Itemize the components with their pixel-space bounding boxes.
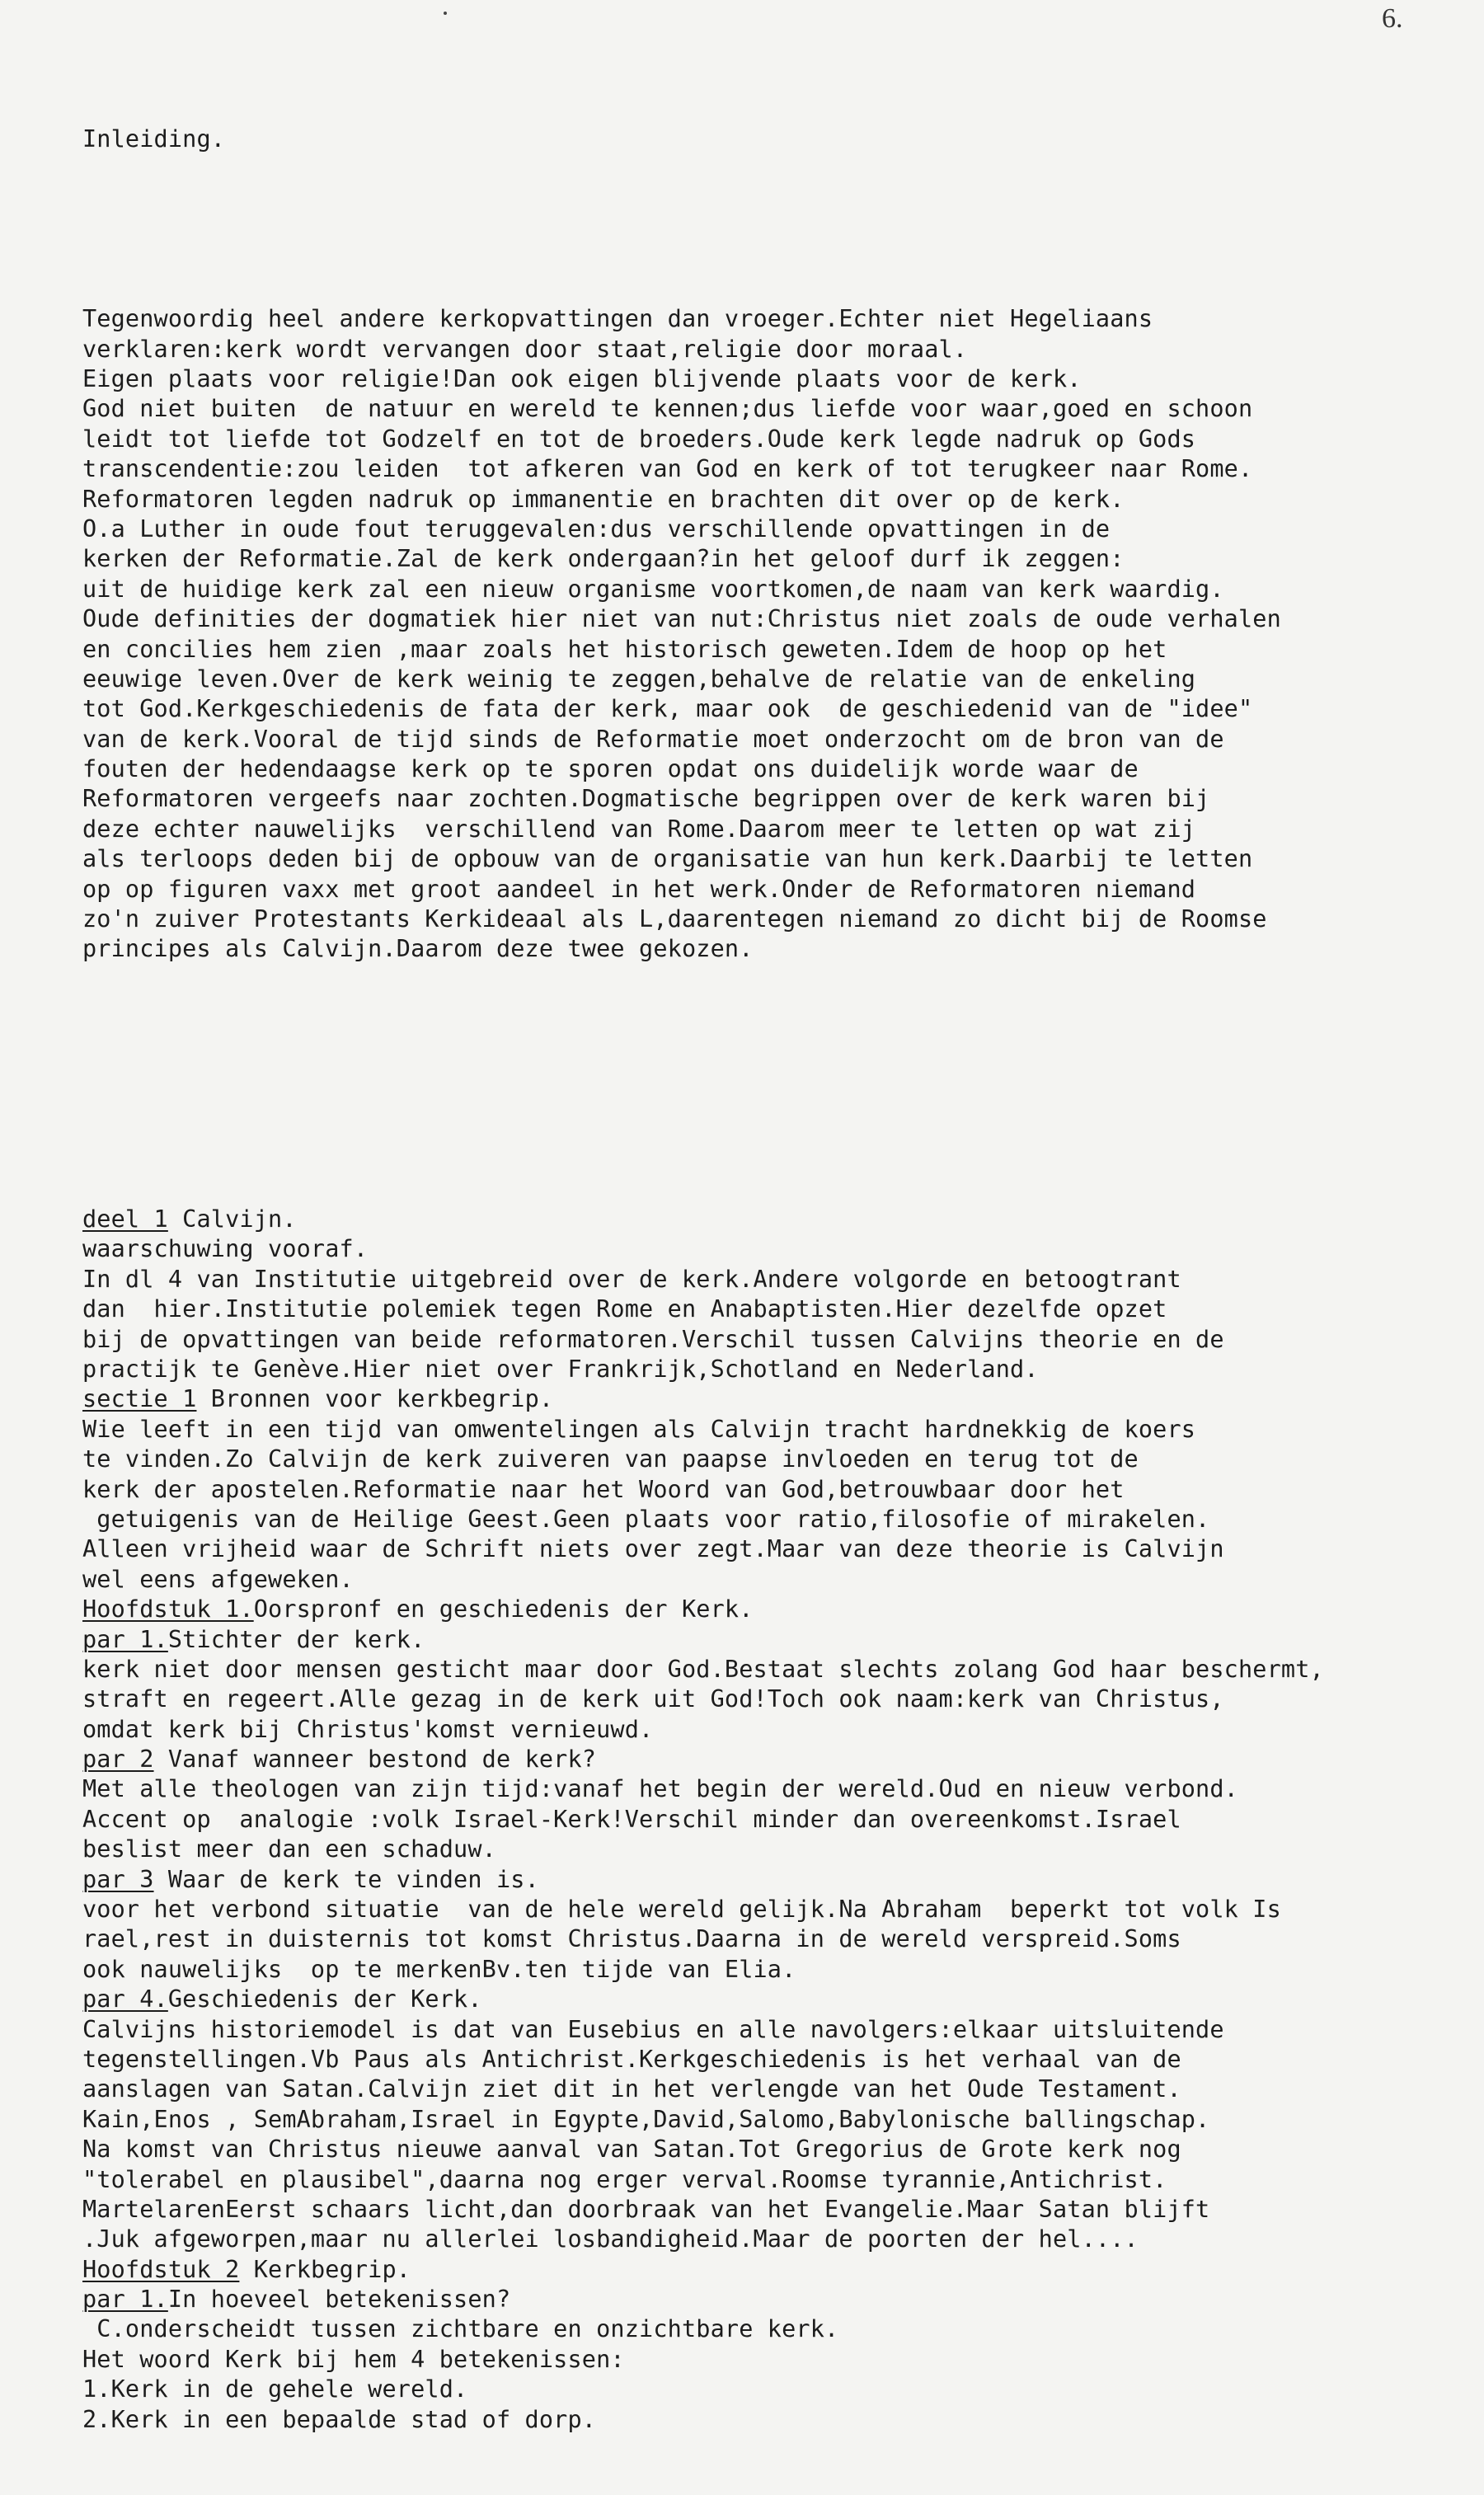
blank-line: [82, 214, 1324, 244]
text-line: [82, 1445, 1324, 1474]
text-line: [82, 2314, 1324, 2344]
section-title: Inleiding.: [82, 125, 226, 153]
line-text: Calvijn.: [167, 1205, 297, 1233]
line-text: Alleen vrijheid waar de Schrift niets over zegt.Maar van deze theorie is Calvijn: [82, 1535, 1224, 1563]
line-text: Kerkbegrip.: [239, 2255, 411, 2283]
text-line: [82, 2045, 1324, 2074]
text-line: [82, 1595, 1324, 1624]
blank-line: [82, 1025, 1324, 1055]
underlined-heading: Hoofdstuk 1.: [82, 1595, 254, 1623]
text-line: [82, 1325, 1324, 1355]
text-line: [82, 1234, 1324, 1264]
text-line: deze echter nauwelijks verschillend van Rome.Daarom meer te letten op wat zij: [82, 815, 1196, 843]
text-line: zo'n zuiver Protestants Kerkideaal als L,daarentegen niemand zo dicht bij de Roomse: [82, 905, 1267, 933]
line-text: wel eens afgeweken.: [82, 1565, 354, 1593]
underlined-heading: par 4.: [82, 1985, 168, 2013]
text-line: leidt tot liefde tot Godzelf en tot de broeders.Oude kerk legde nadruk op Gods: [82, 425, 1196, 453]
line-text: rael,rest in duisternis tot komst Christus.Daarna in de wereld verspreid.Soms: [82, 1925, 1181, 1953]
underlined-heading: par 3: [82, 1865, 154, 1893]
text-line: tot God.Kerkgeschiedenis de fata der kerk, maar ook de geschiedenid van de "idee": [82, 695, 1253, 723]
text-line: principes als Calvijn.Daarom deze twee gekozen.: [82, 935, 754, 963]
text-line: transcendentie:zou leiden tot afkeren van God en kerk of tot terugkeer naar Rome.: [82, 455, 1253, 483]
underlined-heading: Hoofdstuk 2: [82, 2255, 240, 2283]
line-text: tegenstellingen.Vb Paus als Antichrist.Kerkgeschiedenis is het verhaal van de: [82, 2045, 1181, 2073]
text-line: uit de huidige kerk zal een nieuw organisme voortkomen,de naam van kerk waardig.: [82, 575, 1224, 603]
text-line: [82, 2285, 1324, 2314]
text-line: [82, 1655, 1324, 1684]
text-line: kerken der Reformatie.Zal de kerk ondergaan?in het geloof durf ik zeggen:: [82, 545, 1125, 573]
line-text: 2.Kerk in een bepaalde stad of dorp.: [82, 2405, 597, 2433]
line-text: Kain,Enos , SemAbraham,Israel in Egypte,David,Salomo,Babylonische ballingschap.: [82, 2105, 1210, 2133]
text-line: Oude definities der dogmatiek hier niet van nut:Christus niet zoals de oude verhalen: [82, 605, 1281, 633]
underlined-heading: sectie 1: [82, 1385, 197, 1413]
body-text: [82, 1205, 1324, 2435]
text-line: eeuwige leven.Over de kerk weinig te zeggen,behalve de relatie van de enkeling: [82, 665, 1196, 693]
text-line: [82, 2225, 1324, 2254]
text-line: [82, 2405, 1324, 2435]
text-line: [82, 1684, 1324, 1714]
intro-paragraph: [82, 304, 1324, 965]
text-line: [82, 1415, 1324, 1445]
underlined-heading: par 1.: [82, 2286, 168, 2314]
text-line: verklaren:kerk wordt vervangen door staat,religie door moraal.: [82, 335, 968, 363]
text-line: [82, 1355, 1324, 1384]
line-text: voor het verbond situatie van de hele wereld gelijk.Na Abraham beperkt tot volk Is: [82, 1896, 1281, 1924]
line-text: Oorspronf en geschiedenis der Kerk.: [253, 1595, 754, 1623]
text-line: [82, 1985, 1324, 2014]
text-line: [82, 2015, 1324, 2045]
line-text: bij de opvattingen van beide reformatoren.Verschil tussen Calvijns theorie en de: [82, 1325, 1224, 1353]
line-text: Bronnen voor kerkbegrip.: [196, 1385, 554, 1413]
text-line: [82, 2345, 1324, 2375]
line-text: "tolerabel en plausibel",daarna nog erger verval.Roomse tyrannie,Antichrist.: [82, 2165, 1167, 2193]
text-line: [82, 2255, 1324, 2285]
text-line: [82, 1924, 1324, 1954]
text-line: fouten der hedendaagse kerk op te sporen opdat ons duidelijk worde waar de: [82, 755, 1139, 783]
text-line: [82, 1745, 1324, 1774]
text-line: [82, 2135, 1324, 2164]
line-text: Calvijns historiemodel is dat van Eusebius en alle navolgers:elkaar uitsluitende: [82, 2015, 1224, 2043]
line-text: In hoeveel betekenissen?: [167, 2286, 511, 2314]
line-text: Waar de kerk te vinden is.: [153, 1865, 539, 1893]
text-line: [82, 1625, 1324, 1655]
line-text: Stichter der kerk.: [167, 1625, 425, 1653]
line-text: Het woord Kerk bij hem 4 betekenissen:: [82, 2345, 625, 2373]
text-line: Reformatoren legden nadruk op immanentie en brachten dit over op de kerk.: [82, 485, 1125, 513]
text-line: Tegenwoordig heel andere kerkopvattingen dan vroeger.Echter niet Hegeliaans: [82, 305, 1153, 333]
text-line: [82, 2105, 1324, 2135]
text-line: [82, 1895, 1324, 1924]
text-line: [82, 1715, 1324, 1745]
text-line: [82, 1265, 1324, 1294]
line-text: Wie leeft in een tijd van omwentelingen als Calvijn tracht hardnekkig de koers: [82, 1415, 1196, 1443]
underlined-heading: par 2: [82, 1746, 154, 1774]
text-line: [82, 1835, 1324, 1864]
text-line: op op figuren vaxx met groot aandeel in het werk.Onder de Reformatoren niemand: [82, 875, 1196, 903]
blank-line: [82, 1115, 1324, 1144]
text-line: [82, 1534, 1324, 1564]
text-line: van de kerk.Vooral de tijd sinds de Reformatie moet onderzocht om de bron van de: [82, 725, 1224, 753]
text-line: O.a Luther in oude fout teruggevalen:dus verschillende opvattingen in de: [82, 515, 1111, 543]
line-text: 1.Kerk in de gehele wereld.: [82, 2375, 468, 2403]
line-text: Vanaf wanneer bestond de kerk?: [153, 1746, 597, 1774]
line-text: waarschuwing vooraf.: [82, 1235, 369, 1263]
text-line: [82, 2375, 1324, 2404]
text-line: als terloops deden bij de opbouw van de organisatie van hun kerk.Daarbij te letten: [82, 845, 1253, 873]
line-text: kerk niet door mensen gesticht maar door God.Bestaat slechts zolang God haar beschermt,: [82, 1655, 1324, 1683]
line-text: Na komst van Christus nieuwe aanval van Satan.Tot Gregorius de Grote kerk nog: [82, 2136, 1181, 2164]
line-text: .Juk afgeworpen,maar nu allerlei losbandigheid.Maar de poorten der hel....: [82, 2225, 1139, 2253]
text-line: [82, 1865, 1324, 1895]
line-text: Met alle theologen van zijn tijd:vanaf het begin der wereld.Oud en nieuw verbond.: [82, 1775, 1238, 1803]
line-text: aanslagen van Satan.Calvijn ziet dit in het verlengde van het Oude Testament.: [82, 2075, 1181, 2103]
line-text: Geschiedenis der Kerk.: [167, 1985, 482, 2013]
text-line: en concilies hem zien ,maar zoals het historisch geweten.Idem de hoop op het: [82, 635, 1167, 663]
text-line: [82, 1384, 1324, 1414]
page-number: 6.: [1382, 3, 1403, 34]
line-text: C.onderscheidt tussen zichtbare en onzichtbare kerk.: [82, 2315, 839, 2343]
underlined-heading: par 1.: [82, 1625, 168, 1653]
line-text: practijk te Genève.Hier niet over Frankrijk,Schotland en Nederland.: [82, 1355, 1039, 1383]
text-line: [82, 1955, 1324, 1985]
text-line: [82, 1475, 1324, 1505]
text-line: Eigen plaats voor religie!Dan ook eigen blijvende plaats voor de kerk.: [82, 365, 1082, 392]
line-text: MartelarenEerst schaars licht,dan doorbraak van het Evangelie.Maar Satan blijft: [82, 2195, 1210, 2223]
text-line: [82, 1205, 1324, 1234]
text-line: [82, 2165, 1324, 2195]
line-text: ook nauwelijks op te merkenBv.ten tijde van Elia.: [82, 1955, 796, 1983]
line-text: getuigenis van de Heilige Geest.Geen plaats voor ratio,filosofie of mirakelen.: [82, 1505, 1210, 1533]
underlined-heading: deel 1: [82, 1205, 168, 1233]
text-line: [82, 1805, 1324, 1835]
line-text: te vinden.Zo Calvijn de kerk zuiveren van paapse invloeden en terug tot de: [82, 1445, 1139, 1473]
line-text: omdat kerk bij Christus'komst vernieuwd.: [82, 1715, 654, 1743]
text-line: [82, 1774, 1324, 1804]
line-text: kerk der apostelen.Reformatie naar het Woord van God,betrouwbaar door het: [82, 1475, 1125, 1503]
text-line: [82, 2074, 1324, 2104]
text-line: [82, 1505, 1324, 1534]
text-line: [82, 1565, 1324, 1595]
line-text: dan hier.Institutie polemiek tegen Rome en Anabaptisten.Hier dezelfde opzet: [82, 1295, 1167, 1323]
text-line: [82, 1294, 1324, 1324]
text-line: God niet buiten de natuur en wereld te kennen;dus liefde voor waar,goed en schoon: [82, 395, 1253, 423]
line-text: straft en regeert.Alle gezag in de kerk uit God!Toch ook naam:kerk van Christus,: [82, 1685, 1224, 1713]
line-text: In dl 4 van Institutie uitgebreid over de kerk.Andere volgorde en betoogtrant: [82, 1265, 1181, 1293]
line-text: Accent op analogie :volk Israel-Kerk!Verschil minder dan overeenkomst.Israel: [82, 1805, 1181, 1833]
text-line: [82, 2195, 1324, 2225]
typed-text: [82, 64, 1324, 2495]
text-line: Reformatoren vergeefs naar zochten.Dogmatische begrippen over de kerk waren bij: [82, 785, 1210, 813]
ink-speck: [444, 12, 447, 15]
line-text: beslist meer dan een schaduw.: [82, 1835, 496, 1863]
